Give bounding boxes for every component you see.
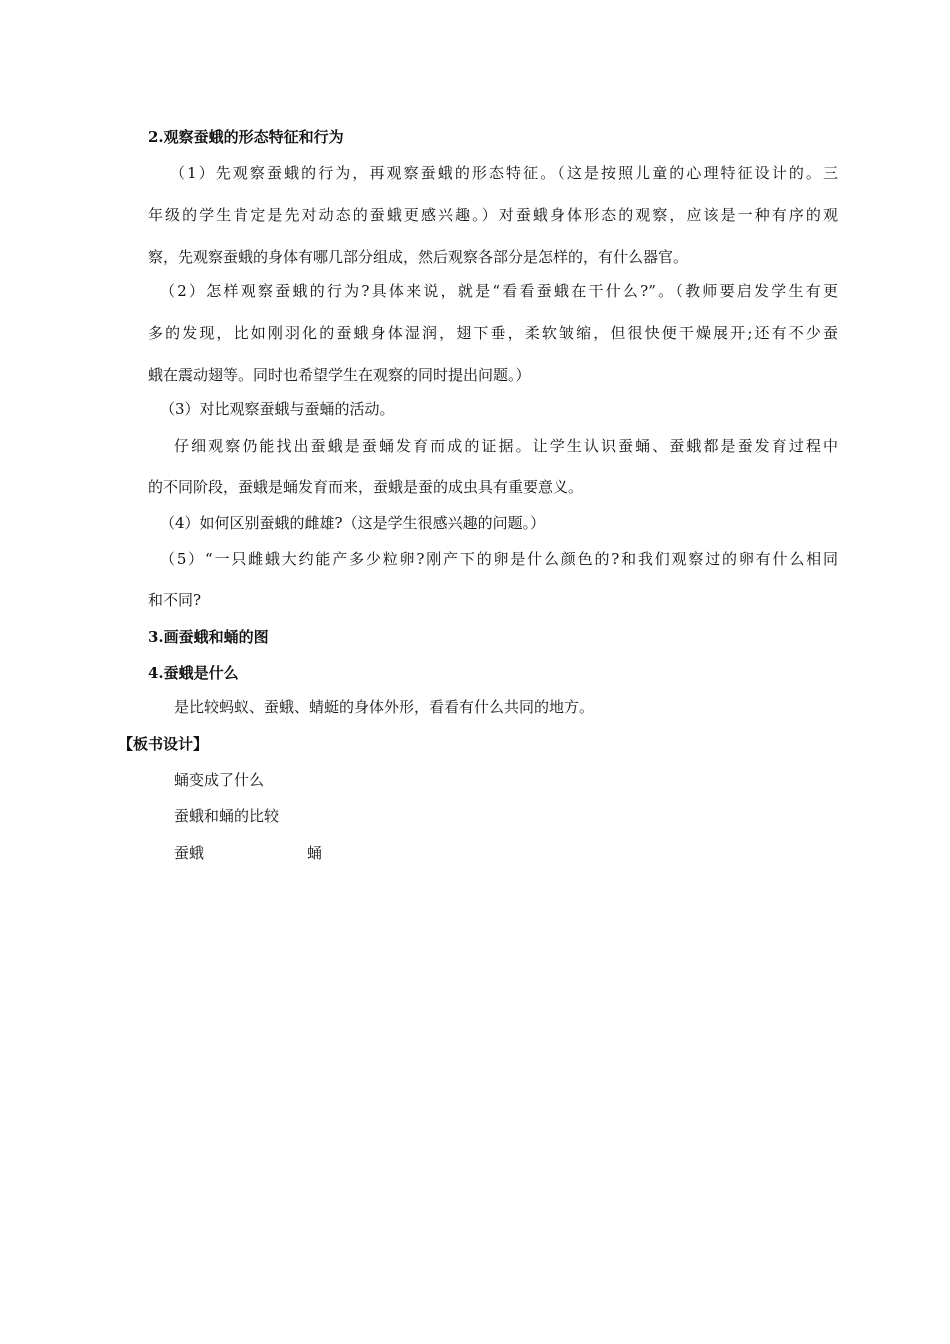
board-line-1: 蛹变成了什么 — [174, 771, 265, 789]
section4-body: 是比较蚂蚁、蚕蛾、蜻蜓的身体外形，看看有什么共同的地方。 — [174, 698, 595, 716]
section3-heading: 3.画蚕蛾和蛹的图 — [148, 628, 269, 646]
paragraph-2-line-2: 多的发现，比如刚羽化的蚕蛾身体湿润，翅下垂，柔软皱缩，但很快便干燥展开;还有不少蚕 — [148, 324, 838, 342]
paragraph-5 — [160, 549, 838, 591]
paragraph-1-line-2: 年级的学生肯定是先对动态的蚕蛾更感兴趣。）对蚕蛾身体形态的观察，应该是一种有序的观 — [148, 206, 838, 224]
paragraph-2-cont — [148, 323, 838, 407]
section4-heading: 4.蚕蛾是什么 — [148, 664, 239, 682]
section2-heading: 2.观察蚕蛾的形态特征和行为 — [148, 128, 344, 146]
paragraph-3b-line-1: 仔细观察仍能找出蚕蛾是蚕蛹发育而成的证据。让学生认识蚕蛹、蚕蛾都是蚕发育过程中 — [174, 437, 838, 455]
paragraph-1 — [170, 163, 838, 205]
paragraph-4: （4）如何区别蚕蛾的雌雄?（这是学生很感兴趣的问题。） — [160, 514, 546, 532]
paragraph-2-line-1: （2）怎样观察蚕蛾的行为?具体来说，就是“看看蚕蛾在干什么?”。（教师要启发学生有更 — [160, 282, 838, 300]
board-heading: 【板书设计】 — [118, 735, 209, 753]
board-col-right: 蛹 — [307, 844, 323, 862]
paragraph-3: （3）对比观察蚕蛾与蚕蛹的活动。 — [160, 400, 395, 418]
paragraph-1-cont — [148, 205, 838, 289]
board-col-left: 蚕蛾 — [174, 844, 205, 862]
paragraph-2-line-3: 蛾在震动翅等。同时也希望学生在观察的同时提出问题。） — [148, 366, 531, 384]
paragraph-5-line-2: 和不同? — [148, 591, 202, 609]
paragraph-1-line-1: （1）先观察蚕蛾的行为，再观察蚕蛾的形态特征。（这是按照儿童的心理特征设计的。三 — [170, 164, 838, 182]
paragraph-5-line-1: （5）“一只雌蛾大约能产多少粒卵?刚产下的卵是什么颜色的?和我们观察过的卵有什么相同 — [160, 550, 838, 568]
paragraph-1-line-3: 察，先观察蚕蛾的身体有哪几部分组成，然后观察各部分是怎样的，有什么器官。 — [148, 248, 689, 266]
board-line-2: 蚕蛾和蛹的比较 — [174, 807, 280, 825]
paragraph-3b-line-2: 的不同阶段，蚕蛾是蛹发育而来，蚕蛾是蚕的成虫具有重要意义。 — [148, 478, 584, 496]
paragraph-2 — [160, 281, 838, 323]
paragraph-3b — [174, 436, 838, 478]
